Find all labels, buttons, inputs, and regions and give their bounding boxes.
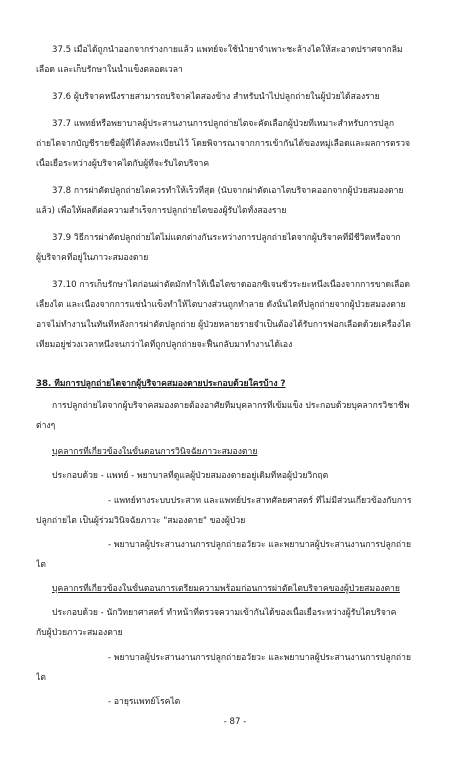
text-line: การปลูกถ่ายไตจากผู้บริจาคสมองตายต้องอาศัยทีมบุคลากรที่เข้มแข็ง ประกอบด้วยบุคลากรวิชาชีพ	[52, 401, 410, 411]
text-line: อาจไม่ทำงานในทันทีหลังการผ่าตัดปลูกถ่าย ผู้ป่วยหลายรายจำเป็นต้องได้รับการฟอกเลือดด้วยเครื่องไต	[36, 320, 411, 330]
text-line: เทียมอยู่ช่วงเวลาหนึ่งจนกว่าไตที่ถูกปลูกถ่ายจะฟื้นกลับมาทำงานได้เอง	[36, 340, 293, 350]
text-line: 37.9 วิธีการผ่าตัดปลูกถ่ายไตไม่แตกต่างกันระหว่างการปลูกถ่ายไตจากผู้บริจาคที่มีชีวิตหรือจาก	[52, 233, 401, 243]
text-line: เลี้ยงไต และเนื่องจากการแช่น้ำแข็งทำให้ไตบางส่วนถูกทำลาย ดังนั้นไตที่ปลูกถ่ายจากผู้ป่วยสมองตาย	[36, 300, 406, 310]
text-line: แล้ว) เพื่อให้ผลดีต่อความสำเร็จการปลูกถ่ายไตของผู้รับไตทั้งสองราย	[36, 206, 287, 216]
text-line: 37.5 เมื่อได้ถูกนำออกจากร่างกายแล้ว แพทย์จะใช้น้ำยาจำเพาะชะล้างไตให้สะอาดปราศจากลิ่ม	[52, 45, 403, 55]
text-line: ไต	[36, 560, 46, 570]
text-line: ต่างๆ	[36, 421, 56, 431]
section-heading: 38. ทีมการปลูกถ่ายไตจากผู้บริจาคสมองตายประกอบด้วยใครบ้าง ?	[36, 379, 286, 389]
text-line: ปลูกถ่ายไต เป็นผู้ร่วมวินิจฉัยภาวะ "สมองตาย" ของผู้ป่วย	[36, 516, 246, 526]
text-line: - แพทย์ทางระบบประสาท และแพทย์ประสาทศัลยศาสตร์ ที่ไม่มีส่วนเกี่ยวข้องกับการ	[108, 496, 412, 506]
text-line: กับผู้ป่วยภาวะสมองตาย	[36, 628, 123, 638]
text-line: 37.7 แพทย์หรือพยาบาลผู้ประสานงานการปลูกถ่ายไตจะคัดเลือกผู้ป่วยที่เหมาะสำหรับการปลูก	[52, 119, 395, 129]
text-line: เนื้อเยื่อระหว่างผู้บริจาคไตกับผู้ที่จะรับไตบริจาค	[36, 159, 210, 169]
subsection-heading: บุคลากรที่เกี่ยวข้องในขั้นตอนการเตรียมความพร้อมก่อนการผ่าตัดไตบริจาคของผู้ป่วยสมองตาย	[52, 584, 400, 594]
text-line: - พยาบาลผู้ประสานงานการปลูกถ่ายอวัยวะ และพยาบาลผู้ประสานงานการปลูกถ่าย	[108, 653, 411, 663]
text-line: - อายุรแพทย์โรคไต	[108, 697, 181, 707]
text-line: ไต	[36, 673, 46, 683]
text-line: ประกอบด้วย - แพทย์ - พยาบาลที่ดูแลผู้ป่วยสมองตายอยู่เดิมที่หอผู้ป่วยวิกฤต	[52, 471, 329, 481]
text-line: - พยาบาลผู้ประสานงานการปลูกถ่ายอวัยวะ และพยาบาลผู้ประสานงานการปลูกถ่าย	[108, 540, 411, 550]
text-line: ประกอบด้วย - นักวิทยาศาสตร์ ทำหน้าที่ตรวจความเข้ากันได้ของเนื้อเยื่อระหว่างผู้รับไตบริจาค	[52, 608, 397, 618]
text-line: ถ่ายไตจากบัญชีรายชื่อผู้ที่ได้ลงทะเบียนไว้ โดยพิจารณาจากการเข้ากันได้ของหมู่เลือดและผลการตรวจ	[36, 139, 411, 149]
text-line: 37.6 ผู้บริจาคหนึ่งรายสามารถบริจาคไตสองข้าง สำหรับนำไปปลูกถ่ายในผู้ป่วยได้สองราย	[52, 92, 380, 102]
text-line: 37.8 การผ่าตัดปลูกถ่ายไตควรทำให้เร็วที่สุด (นับจากผ่าตัดเอาไตบริจาคออกจากผู้ป่วยสมองตาย	[52, 186, 404, 196]
text-line: เลือด และเก็บรักษาในน้ำแข็งตลอดเวลา	[36, 65, 183, 75]
subsection-heading: บุคลากรที่เกี่ยวข้องในขั้นตอนการวินิจฉัยภาวะสมองตาย	[52, 447, 258, 457]
text-line: ผู้บริจาคที่อยู่ในภาวะสมองตาย	[36, 253, 149, 263]
page-number: - 87 -	[223, 717, 247, 727]
text-line: 37.10 การเก็บรักษาไตก่อนผ่าตัดมักทำให้เนื้อไตขาดออกซิเจนชั่วระยะหนึ่งเนื่องจากการขาดเลือด	[52, 280, 411, 290]
